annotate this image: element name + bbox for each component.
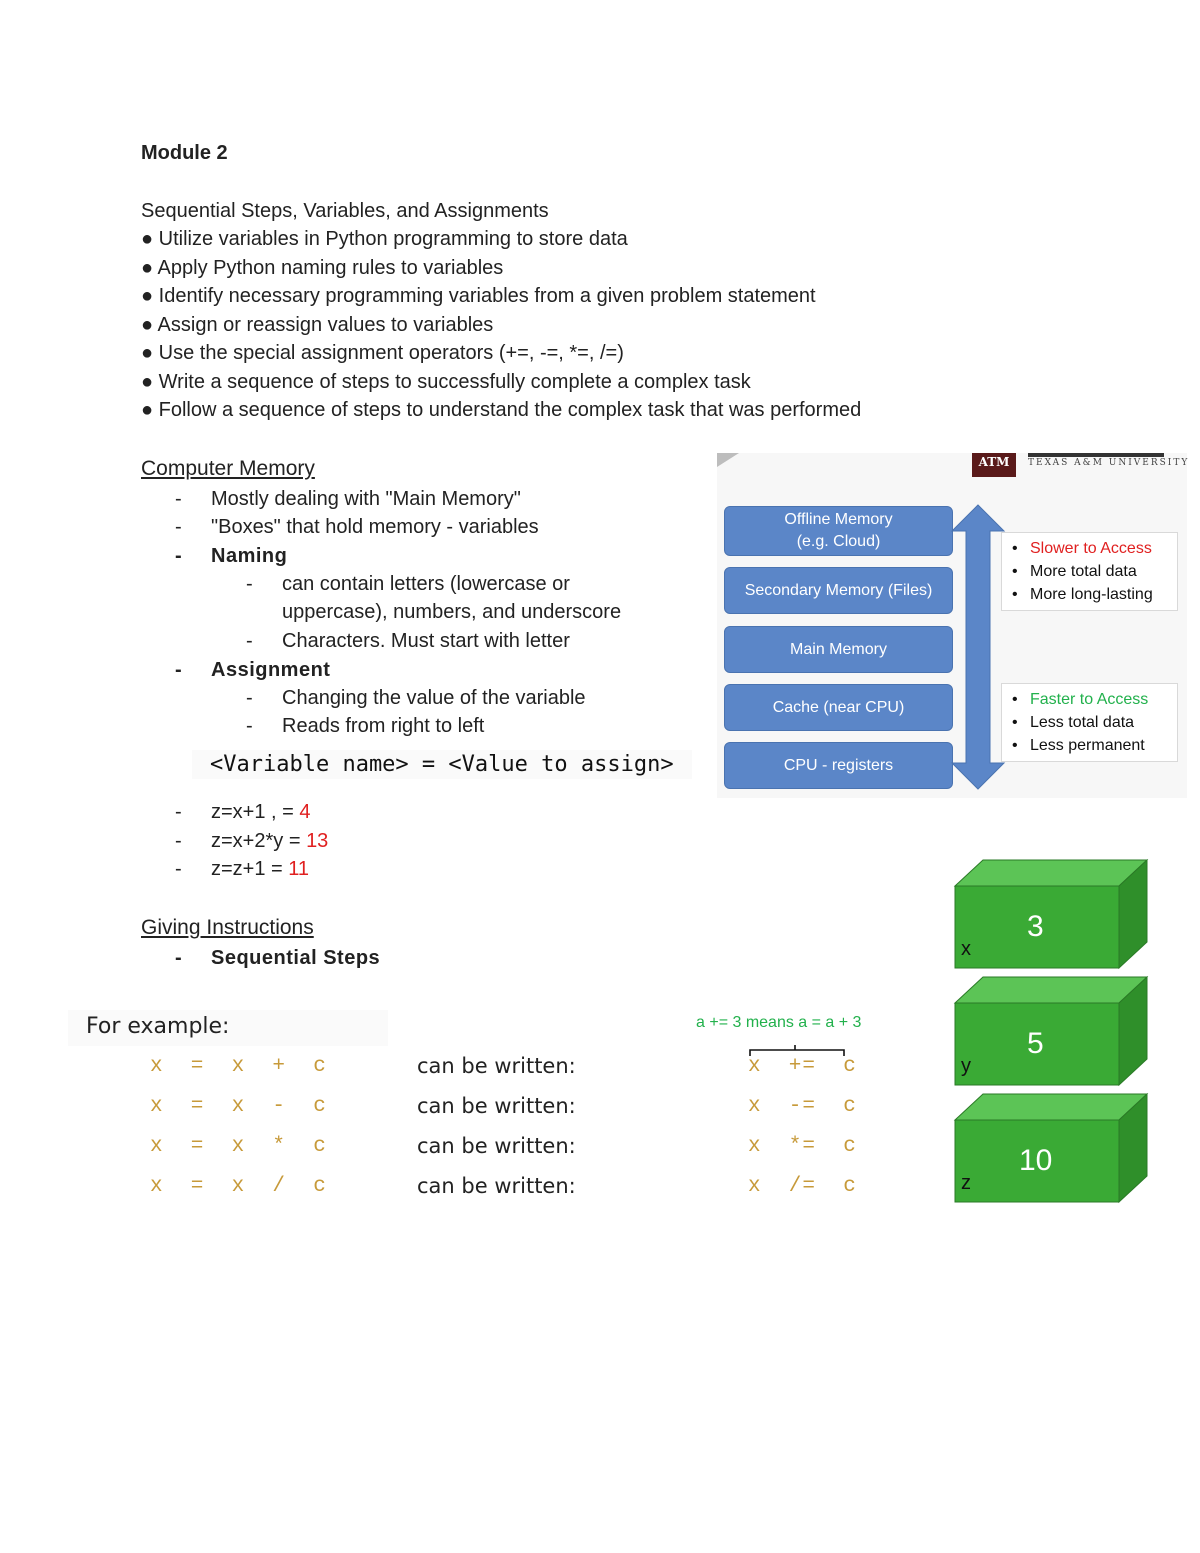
variable-name-x: x (961, 938, 971, 960)
list-item: ● Use the special assignment operators (+=, -=, *=, /=) (141, 342, 624, 364)
expr-result: 4 (299, 801, 311, 823)
long-form-1: x = x + c (150, 1055, 327, 1078)
expr-result: 13 (306, 830, 329, 852)
dash-bullet: - (175, 801, 182, 823)
dash-bullet: - (175, 516, 182, 538)
short-form-3: x *= c (748, 1135, 857, 1158)
list-item: • Less total data (1008, 711, 1171, 734)
list-item: • More long-lasting (1008, 583, 1171, 606)
secondary-memory-box: Secondary Memory (Files) (724, 567, 953, 614)
long-form-3: x = x * c (150, 1135, 327, 1158)
list-item-text: Utilize variables in Python programming to store data (158, 228, 628, 250)
long-form-4: x = x / c (150, 1175, 327, 1198)
expr-result: 11 (288, 858, 310, 880)
list-item: ● Follow a sequence of steps to understand the complex task that was performed (141, 399, 862, 421)
assignment-syntax: <Variable name> = <Value to assign> (192, 750, 692, 779)
naming-rule-2: Characters. Must start with letter (282, 630, 570, 652)
objectives-heading: Sequential Steps, Variables, and Assignments (141, 200, 549, 222)
variable-value-z: 10 (1019, 1144, 1053, 1177)
university-logo-text: TEXAS A&M UNIVERSITY (1028, 458, 1190, 468)
example-expr-3 (211, 858, 309, 881)
variable-name-y: y (961, 1055, 971, 1077)
list-item-text: Assign or reassign values to variables (157, 314, 494, 336)
logo-bar (1028, 453, 1164, 457)
assignment-rule-2: Reads from right to left (282, 715, 485, 737)
long-form-2: x = x - c (150, 1095, 327, 1118)
list-item-text: Identify necessary programming variables from a given problem statement (158, 285, 816, 307)
naming-rule-1a: can contain letters (lowercase or (282, 573, 570, 595)
dash-bullet: - (246, 573, 253, 595)
dash-bullet: - (175, 545, 183, 567)
expr-text: z=z+1 = (211, 858, 289, 880)
main-memory-box: Main Memory (724, 626, 953, 673)
box-label: Offline Memory (784, 511, 893, 528)
short-form-4: x /= c (748, 1175, 857, 1198)
cpu-registers-box: CPU - registers (724, 742, 953, 789)
short-form-1: x += c (748, 1055, 857, 1078)
list-item: • More total data (1008, 560, 1171, 583)
naming-rule-1b: uppercase), numbers, and underscore (282, 601, 622, 623)
list-item-text: Follow a sequence of steps to understand the complex task that was performed (158, 399, 862, 421)
list-item: ● Utilize variables in Python programming to store data (141, 228, 628, 250)
naming-label: Naming (211, 545, 288, 567)
university-logo: ATM (972, 453, 1016, 477)
dash-bullet: - (246, 630, 253, 652)
variable-value-x: 3 (1027, 910, 1044, 943)
dash-bullet: - (246, 687, 253, 709)
computer-memory-heading: Computer Memory (141, 457, 315, 480)
assignment-rule-1: Changing the value of the variable (282, 687, 586, 709)
expr-text: z=x+1 , = (211, 801, 300, 823)
means-annotation: a += 3 means a = a + 3 (696, 1014, 862, 1031)
dash-bullet: - (175, 488, 182, 510)
can-be-written-4: can be written: (417, 1174, 576, 1198)
double-arrow-icon (950, 503, 1006, 791)
dash-bullet: - (175, 947, 183, 969)
list-item-text: Use the special assignment operators (+=, -=, *=, /=) (158, 342, 624, 364)
memory-point-1: Mostly dealing with "Main Memory" (211, 488, 521, 510)
can-be-written-3: can be written: (417, 1134, 576, 1158)
list-item: • Faster to Access (1008, 688, 1171, 711)
dash-bullet: - (175, 659, 183, 681)
slow-properties-box (1001, 532, 1178, 611)
giving-instructions-heading: Giving Instructions (141, 916, 314, 939)
list-item: ● Apply Python naming rules to variables (141, 257, 504, 279)
variable-box-x (953, 858, 1149, 970)
variable-value-y: 5 (1027, 1027, 1044, 1060)
list-item: ● Assign or reassign values to variables (141, 314, 494, 336)
list-item: • Less permanent (1008, 734, 1171, 757)
can-be-written-2: can be written: (417, 1094, 576, 1118)
dash-bullet: - (246, 715, 253, 737)
sequential-steps-label: Sequential Steps (211, 947, 381, 969)
list-item: ● Identify necessary programming variables from a given problem statement (141, 285, 816, 307)
page-title: Module 2 (141, 142, 228, 164)
dash-bullet: - (175, 830, 182, 852)
example-expr-2 (211, 830, 328, 853)
short-form-2: x -= c (748, 1095, 857, 1118)
diagram-corner (717, 453, 739, 467)
can-be-written-1: can be written: (417, 1054, 576, 1078)
fast-properties-box (1001, 683, 1178, 762)
list-item: ● Write a sequence of steps to successfully complete a complex task (141, 371, 751, 393)
list-item: • Slower to Access (1008, 537, 1171, 560)
offline-memory-box (724, 506, 953, 556)
example-expr-1 (211, 801, 311, 824)
cache-box: Cache (near CPU) (724, 684, 953, 731)
list-item-text: Write a sequence of steps to successfully complete a complex task (158, 371, 751, 393)
dash-bullet: - (175, 858, 182, 880)
memory-point-2: "Boxes" that hold memory - variables (211, 516, 539, 538)
assignment-label: Assignment (211, 659, 331, 681)
list-item-text: Apply Python naming rules to variables (157, 257, 504, 279)
variable-name-z: z (961, 1172, 971, 1194)
variable-box-y (953, 975, 1149, 1087)
expr-text: z=x+2*y = (211, 830, 307, 852)
box-sublabel: (e.g. Cloud) (796, 533, 881, 550)
example-title: For example: (86, 1014, 230, 1039)
